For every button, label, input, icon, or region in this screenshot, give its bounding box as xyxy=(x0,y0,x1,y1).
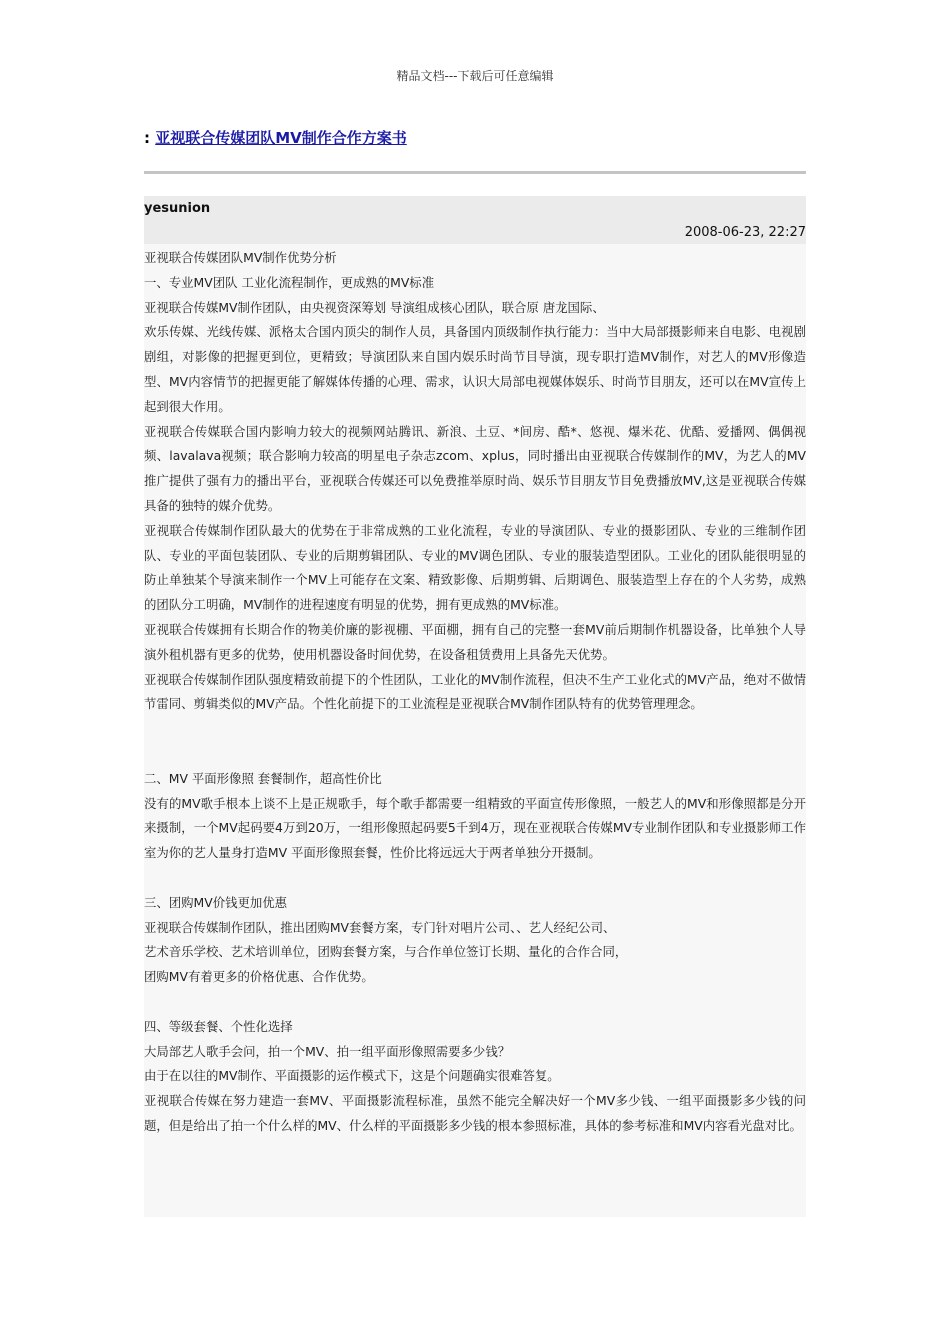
post-container xyxy=(144,196,806,1217)
paragraph: 欢乐传媒、光线传媒、派格太合国内顶尖的制作人员，具备国内顶级制作执行能力：当中大局部摄影师来自电影、电视剧剧组，对影像的把握更到位，更精致；导演团队来自国内娱乐时尚节目导演，现专职打造MV制作，对艺人的MV形像造型、MV内容情节的把握更能了解媒体传播的心理、需求，认识大局部电视媒体娱乐、时尚节目朋友，还可以在MV宣传上起到很大作用。 xyxy=(144,324,806,414)
paragraph: 亚视联合传媒团队MV制作优势分析 xyxy=(144,250,337,265)
post-date: 2008-06-23, 22:27 xyxy=(684,225,806,240)
post-title xyxy=(144,127,806,148)
paragraph: 亚视联合传媒在努力建造一套MV、平面摄影流程标准，虽然不能完全解决好一个MV多少钱、一组平面摄影多少钱的问题，但是给出了拍一个什么样的MV、什么样的平面摄影多少钱的根本参照标准，具体的参考标准和MV内容看光盘对比。 xyxy=(144,1093,806,1133)
paragraph: 一、专业MV团队 工业化流程制作，更成熟的MV标准 xyxy=(144,274,435,290)
paragraph: 亚视联合传媒制作团队，推出团购MV套餐方案，专门针对唱片公司、、艺人经纪公司、 xyxy=(144,919,616,935)
spacer xyxy=(144,990,806,1015)
paragraph: 大局部艺人歌手会问，拍一个MV、拍一组平面形像照需要多少钱？ xyxy=(144,1043,511,1059)
post-body xyxy=(144,244,806,1139)
title-prefix: : xyxy=(144,129,150,147)
section-heading: 三、团购MV价钱更加优惠 xyxy=(144,894,288,910)
spacer xyxy=(144,717,806,767)
spacer xyxy=(144,866,806,891)
paragraph: 亚视联合传媒制作团队最大的优势在于非常成熟的工业化流程，专业的导演团队、专业的摄影团队、专业的三维制作团队、专业的平面包装团队、专业的后期剪辑团队、专业的MV调色团队、专业的服装造型团队。工业化的团队能很明显的防止单独某个导演来制作一个MV上可能存在文案、精致影像、后期剪辑、后期调色、服装造型上存在的个人劣势，成熟的团队分工明确，MV制作的进程速度有明显的优势，拥有更成熟的MV标准。 xyxy=(144,522,806,613)
paragraph: 亚视联合传媒联合国内影响力较大的视频网站腾讯、新浪、土豆、*间房、酷*、悠视、爆米花、优酷、爱播网、偶偶视频、lavalava视频；联合影响力较高的明星电子杂志zcom、xplus，同时播出由亚视联合传媒制作的MV，为艺人的MV推广提供了强有力的播出平台，亚视联合传媒还可以免费推举原时尚、娱乐节目朋友节目免费播放MV,这是亚视联合传媒具备的独特的媒介优势。 xyxy=(144,423,806,513)
section-heading: 四、等级套餐、个性化选择 xyxy=(144,1018,293,1034)
paragraph: 亚视联合传媒拥有长期合作的物美价廉的影视棚、平面棚，拥有自己的完整一套MV前后期制作机器设备，比单独个人导演外租机器有更多的优势，使用机器设备时间优势，在设备租赁费用上具备先天优势。 xyxy=(144,621,806,662)
post-author[interactable]: yesunion xyxy=(144,201,211,216)
paragraph: 亚视联合传媒制作团队强度精致前提下的个性团队，工业化的MV制作流程，但决不生产工业化式的MV产品，绝对不做情节雷同、剪辑类似的MV产品。个性化前提下的工业流程是亚视联合MV制作团队特有的优势管理理念。 xyxy=(144,671,806,712)
paragraph: 艺术音乐学校、艺术培训单位，团购套餐方案，与合作单位签订长期、量化的合作合同， xyxy=(144,944,628,960)
title-link[interactable]: 亚视联合传媒团队MV制作合作方案书 xyxy=(155,129,407,147)
post-header xyxy=(144,196,806,244)
divider xyxy=(144,171,806,174)
section-heading: 二、MV 平面形像照 套餐制作，超高性价比 xyxy=(144,770,382,786)
page-header: 精品文档---下载后可任意编辑 xyxy=(396,69,554,83)
paragraph: 亚视联合传媒MV制作团队，由央视资深筹划 导演组成核心团队，联合原 唐龙国际、 xyxy=(144,299,605,315)
paragraph: 团购MV有着更多的价格优惠、合作优势。 xyxy=(144,969,374,985)
paragraph: 由于在以往的MV制作、平面摄影的运作模式下，这是个问题确实很难答复。 xyxy=(144,1068,560,1084)
paragraph: 没有的MV歌手根本上谈不上是正规歌手，每个歌手都需要一组精致的平面宣传形像照，一般艺人的MV和形像照都是分开来摄制，一个MV起码要4万到20万，一组形像照起码要5千到4万，现在亚视联合传媒MV专业制作团队和专业摄影师工作室为你的艺人量身打造MV 平面形像照套餐，性价比将远远大于两者单独分开摄制。 xyxy=(144,795,806,861)
